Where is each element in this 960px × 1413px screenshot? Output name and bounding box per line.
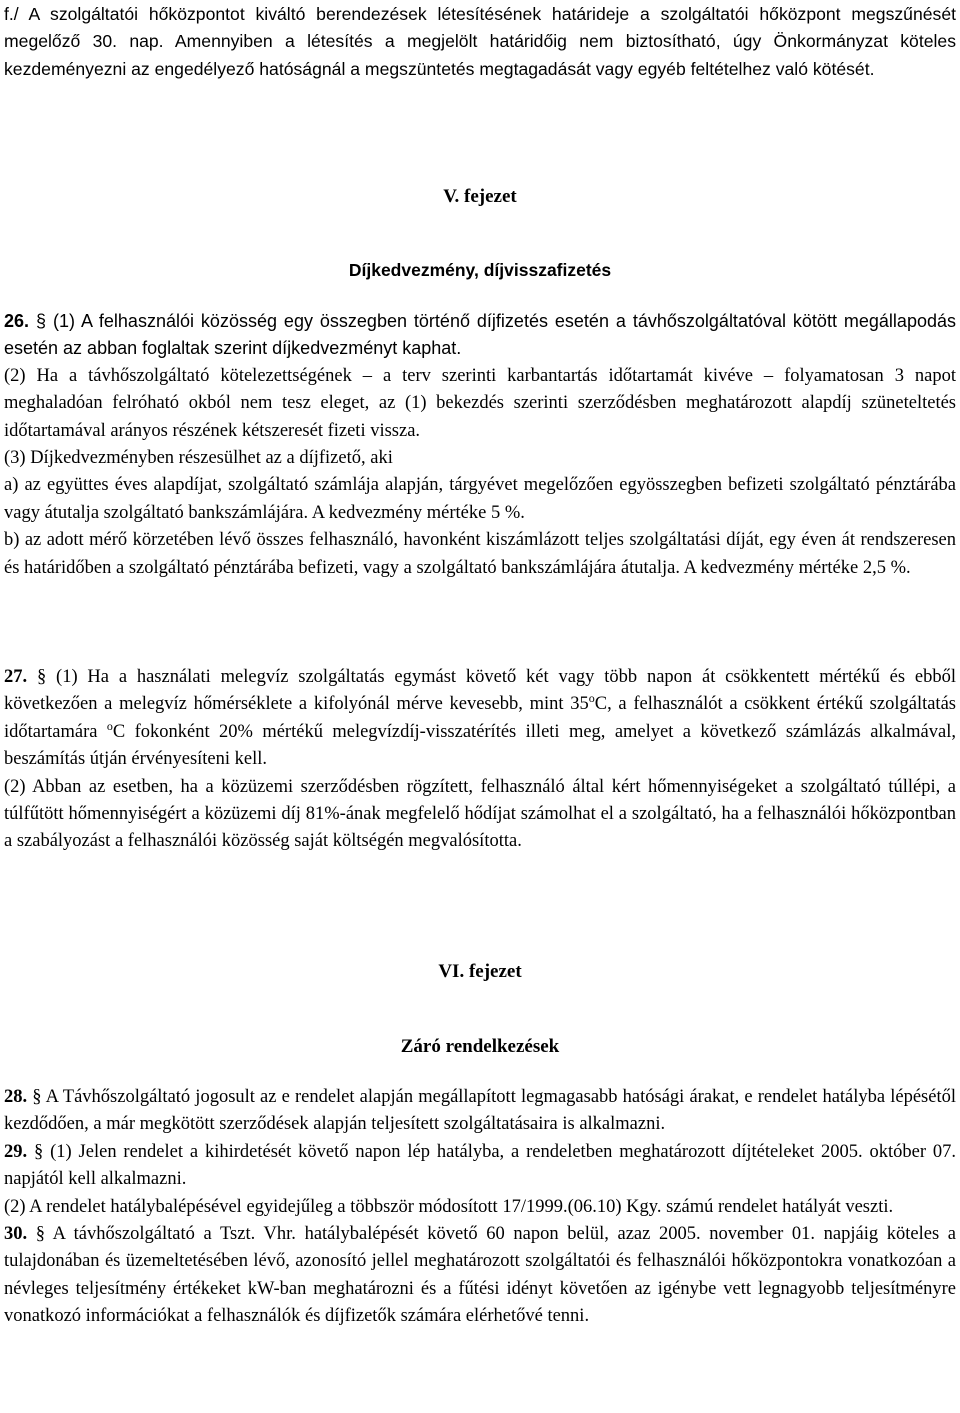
section-27-number: 27. (4, 667, 28, 687)
section-26-number: 26. (4, 311, 30, 331)
section-26-paragraph-3a: a) az együttes éves alapdíjat, szolgáltató számlája alapján, tárgyévet megelőzően egyösszegben befizeti szolgáltató pénztárába vagy átutalja szolgáltató bankszámlájára. A kedvezmény mértéke 5 %. (4, 475, 956, 523)
chapter-6-title: Záró rendelkezések (400, 1036, 560, 1057)
chapter-5-number: V. fejezet (443, 186, 517, 207)
document-page (4, 0, 956, 1413)
section-27-text-1c: C fokonként 20% mértékű melegvízdíj-visszatérítés illeti meg, amelyet a következő számlázás alkalmával, beszámítás útján érvényesíteni kell. (4, 721, 956, 770)
section-27-text-1b: C, a felhasználót a csökkent értékű szolgáltatás időtartamára (4, 694, 956, 742)
section-sign: § (34, 1141, 44, 1162)
section-27-text-1a: (1) Ha a használati melegvíz szolgáltatás egymást követő két vagy több napon át csökkentett mértékű és ebből következően a melegvíz hőmérséklete a kifolyónál mérve kevesebb, mint 35 (4, 667, 957, 715)
section-29-text-1: (1) Jelen rendelet a kihirdetését követő napon lép hatályba, a rendeletben meghatározott díjtételeket 2005. október 07. napjától kell alkalmazni. (4, 1141, 956, 1190)
section-29-paragraph-2: (2) A rendelet hatálybalépésével egyidejűleg a többször módosított 17/1999.(06.10) Kgy. számú rendelet hatályát veszti. (4, 1196, 894, 1217)
section-29-paragraph-1 (4, 1139, 956, 1194)
section-26-paragraph-3b: b) az adott mérő körzetében lévő összes felhasználó, havonként kiszámlázott teljes szolgáltatási díját, egy éven át rendszeresen és határidőben a szolgáltató pénztárába befizeti, vagy a szolgáltató bankszámlájára átutalja. A kedvezmény mértéke 2,5 %. (4, 530, 956, 578)
section-sign: § (36, 667, 47, 687)
section-sign: § (32, 1087, 42, 1107)
section-28 (4, 1084, 956, 1139)
section-26-paragraph-3: (3) Díjkedvezményben részesülhet az a díjfizető, aki (4, 448, 393, 469)
degree-superscript: o (588, 691, 595, 706)
section-28-text: A Távhőszolgáltató jogosult az e rendelet alapján megállapított legmagasabb hatósági árakat, e rendelet hatályba lépésétől kezdődően, a már megkötött szerződések alapján teljesített szolgáltatásaira is alkalmazni. (4, 1087, 956, 1135)
section-27-paragraph-2: (2) Abban az esetben, ha a közüzemi szerződésben rögzített, felhasználó által kért hőmennyiségeket a szolgáltató túllépi, a túlfűtött hőmennyiségért a közüzemi díj 81%-ának megfelelő hődíjat számolhat el a szolgáltató, ha a felhasználói hőközpontban a szabályozást a felhasználói közösség saját költségén megvalósította. (4, 776, 956, 852)
section-29-number: 29. (4, 1141, 28, 1162)
chapter-5-title: Díjkedvezmény, díjvisszafizetés (348, 260, 612, 280)
section-26 (4, 308, 956, 582)
degree-superscript: o (106, 718, 113, 733)
chapter-6-number: VI. fejezet (438, 961, 522, 982)
section-27 (4, 664, 956, 856)
section-30-text: A távhőszolgáltató a Tszt. Vhr. hatálybalépését követő 60 napon belül, azaz 2005. november 01. napjáig köteles a tulajdonában és üzemeltetésében lévő, azonosító jellel meghatározott szolgáltatói és felhasználói hőközpontokra vonatkozóan a névleges teljesítmény értékeket kW-ban meghatározni és a fűtési idényt követően az igénybe vett legnagyobb teljesítményre vonatkozó információkat a felhasználók és díjfizetők számára elérhetővé tenni. (4, 1224, 956, 1327)
section-26-paragraph-2: (2) Ha a távhőszolgáltató kötelezettségének – a terv szerinti karbantartás időtartamát kivéve – folyamatosan 3 napot meghaladóan felróható okból nem tesz eleget, az (1) bekezdés szerinti szerződésben meghatározott alapdíj szüneteltetés időtartamával arányos részének kétszeresét fizeti vissza. (4, 365, 956, 441)
section-26-paragraph-1 (4, 308, 956, 363)
section-26-text-1: (1) A felhasználói közösség egy összegben történő díjfizetés esetén a távhőszolgáltatóval kötött megállapodás esetén az abban foglaltak szerint díjkedvezményt kaphat. (4, 311, 956, 359)
section-27-paragraph-1 (4, 664, 956, 774)
section-28-number: 28. (4, 1087, 28, 1107)
section-30-number: 30. (4, 1224, 28, 1245)
section-sign: § (35, 1224, 46, 1245)
final-provisions (4, 1084, 956, 1331)
section-sign: § (36, 311, 47, 331)
section-30 (4, 1221, 956, 1331)
paragraph-f: f./ A szolgáltatói hőközpontot kiváltó berendezések létesítésének határideje a szolgáltatói hőközpont megszűnését megelőző 30. nap. Amennyiben a létesítés a megjelölt határidőig nem biztosítható, úgy Önkormányzat köteles kezdeményezni az engedélyező hatóságnál a megszüntetés megtagadását vagy egyéb feltételhez való kötését. (4, 4, 956, 79)
